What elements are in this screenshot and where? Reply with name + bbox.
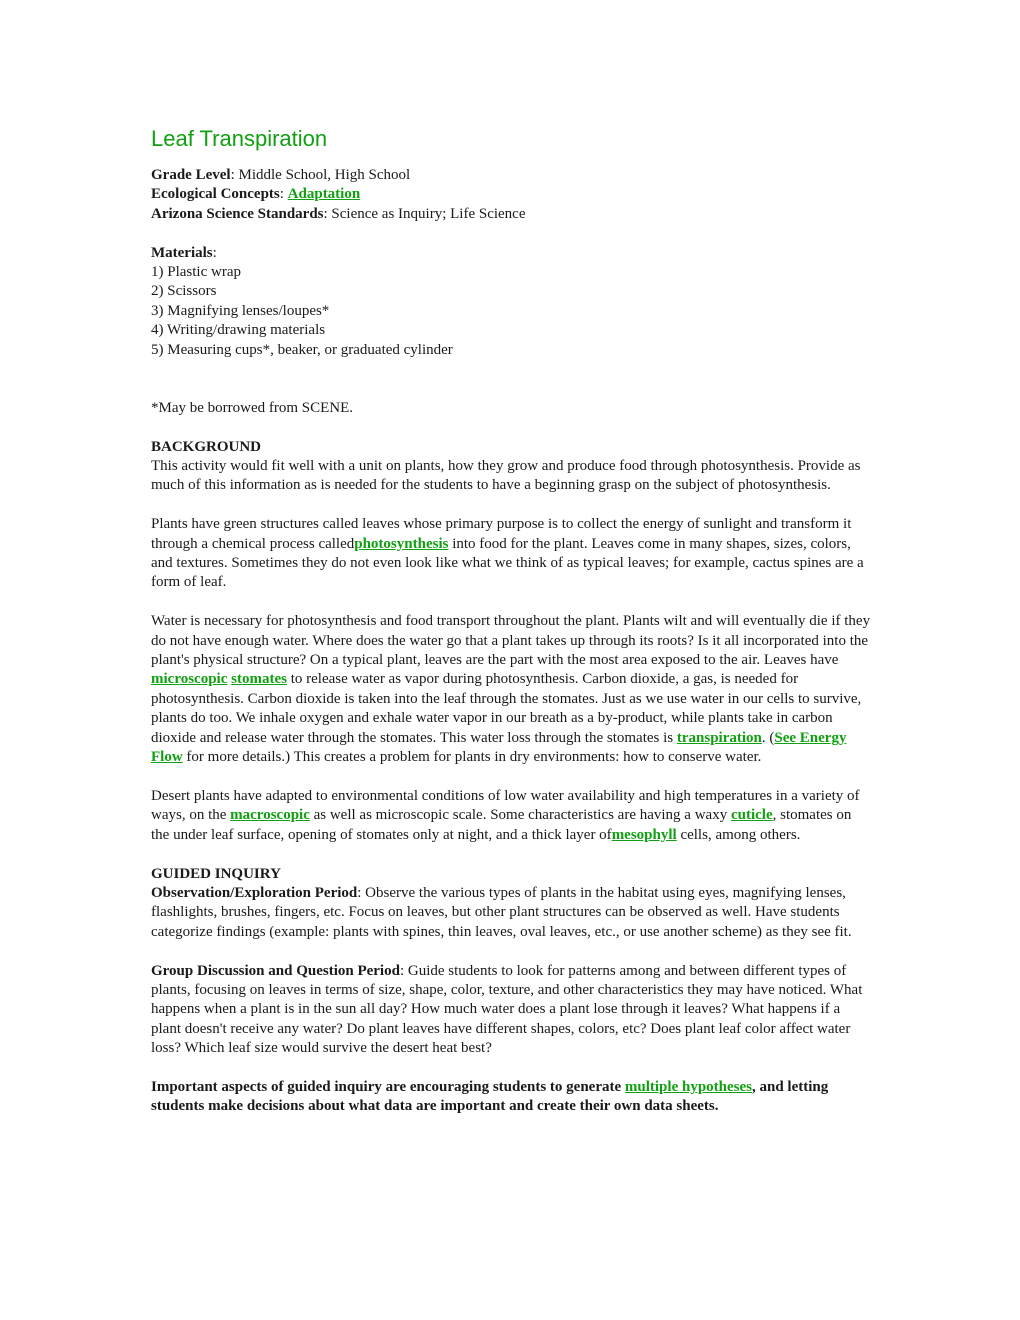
standards-value: : Science as Inquiry; Life Science xyxy=(323,205,526,222)
background-heading: BACKGROUND xyxy=(151,438,262,455)
standards-label: Arizona Science Standards xyxy=(151,205,324,222)
materials-item: 4) Writing/drawing materials xyxy=(151,322,326,339)
observation-label: Observation/Exploration Period xyxy=(151,884,358,901)
ecological-concepts-sep: : xyxy=(279,186,288,203)
materials-item: 5) Measuring cups*, beaker, or graduated cylinder xyxy=(151,341,453,358)
group-discussion-text: : Guide students to look for patterns among and between different types of plants, focusing on leaves in terms of size, shape, color, texture, and other characteristics they may have noticed. What happens when a plant is in the sun all day? How much water does a plant lose through it leaves? What happens if a plant doesn't receive any water? Do plant leaves have different shapes, colors, etc? Does plant leaf color affect water loss? Which leaf size would survive the desert heat best? xyxy=(151,962,863,1057)
materials-colon: : xyxy=(212,244,217,261)
p3-text-a: Water is necessary for photosynthesis and food transport throughout the plant. Plants wilt and will eventually die if they do not have enough water. Where does the water go that a plant takes up through its roots? Is it all incorporated into the plant's physical structure? On a typical plant, leaves are the part with the most area exposed to the air. Leaves have xyxy=(151,613,871,669)
p3-text-d: for more details.) This creates a problem for plants in dry environments: how to conserve water. xyxy=(182,749,762,766)
materials-block xyxy=(151,244,873,360)
p4-text-b: as well as microscopic scale. Some characteristics are having a waxy xyxy=(309,807,731,824)
adaptation-link[interactable]: Adaptation xyxy=(287,186,361,203)
background-paragraph-3 xyxy=(151,612,873,767)
energy-flow-link[interactable]: See Energy Flow xyxy=(151,729,847,766)
mesophyll-link[interactable]: mesophyll xyxy=(611,826,677,843)
p4-text-c: , stomates on the under leaf surface, opening of stomates only at night, and a thick layer of xyxy=(151,807,852,843)
page-title: Leaf Transpiration xyxy=(151,126,328,151)
cuticle-link[interactable]: cuticle xyxy=(730,807,773,824)
background-paragraph-2 xyxy=(151,515,873,593)
photosynthesis-link[interactable]: photosynthesis xyxy=(354,535,449,552)
macroscopic-link[interactable]: macroscopic xyxy=(230,807,310,824)
important-text-b: , and letting students make decisions about what data are important and create their own data sheets. xyxy=(151,1078,829,1115)
transpiration-link[interactable]: transpiration xyxy=(676,729,762,746)
guided-inquiry-heading: GUIDED INQUIRY xyxy=(151,865,281,882)
observation-text: : Observe the various types of plants in the habitat using eyes, magnifying lenses, flashlights, brushes, fingers, etc. Focus on leaves, but other plant structures can be observed as well. Have students categorize findings (example: plants with spines, thin leaves, oval leaves, etc., or use another scheme) as they see fit. xyxy=(151,884,852,940)
p2-text-a: Plants have green structures called leaves whose primary purpose is to collect the energy of sunlight and transform it through a chemical process called xyxy=(151,516,852,552)
standards-line xyxy=(151,205,873,224)
grade-level-line xyxy=(151,166,873,185)
important-aspects-paragraph xyxy=(151,1078,873,1117)
p2-text-b: into food for the plant. Leaves come in many shapes, sizes, colors, and textures. Sometimes they do not even look like what we think of as typical leaves; for example, cactus spines are a form of leaf. xyxy=(151,535,864,591)
important-text-a: Important aspects of guided inquiry are encouraging students to generate xyxy=(151,1078,625,1095)
meta-block xyxy=(151,166,873,224)
p3-text-b: to release water as vapor during photosynthesis. Carbon dioxide, a gas, is needed for photosynthesis. Carbon dioxide is taken into the leaf through the stomates. Just as we use water in our cells to survive, plants do too. We inhale oxygen and exhale water vapor in our breath as a by-product, while plants take in carbon dioxide and release water through the stomates. This water loss through the stomates is xyxy=(151,671,862,746)
materials-item: 3) Magnifying lenses/loupes* xyxy=(151,302,330,319)
group-discussion-paragraph xyxy=(151,962,873,1059)
document-page xyxy=(151,124,873,1117)
grade-level-value: : Middle School, High School xyxy=(230,167,411,183)
ecological-concepts-line xyxy=(151,185,873,204)
background-paragraph-4 xyxy=(151,787,873,845)
microscopic-link[interactable]: microscopic xyxy=(151,671,228,688)
materials-heading xyxy=(151,244,873,263)
p4-text-a: Desert plants have adapted to environmental conditions of low water availability and high temperatures in a variety of ways, on the xyxy=(151,787,860,824)
p3-text-c: . ( xyxy=(761,729,775,746)
stomates-link[interactable]: stomates xyxy=(231,671,287,688)
observation-paragraph xyxy=(151,884,873,942)
materials-footnote: *May be borrowed from SCENE. xyxy=(151,399,354,416)
materials-item: 1) Plastic wrap xyxy=(151,264,241,281)
materials-item: 2) Scissors xyxy=(151,283,217,300)
multiple-hypotheses-link[interactable]: multiple hypotheses xyxy=(624,1078,752,1095)
group-discussion-label: Group Discussion and Question Period xyxy=(151,962,400,979)
grade-level-label: Grade Level xyxy=(151,167,231,183)
ecological-concepts-label: Ecological Concepts xyxy=(151,186,280,203)
p4-text-d: cells, among others. xyxy=(676,826,801,843)
background-paragraph-1: This activity would fit well with a unit on plants, how they grow and produce food through photosynthesis. Provide as much of this information as is needed for the students to have a beginning grasp on the subject of photosynthesis. xyxy=(151,458,861,494)
materials-label: Materials xyxy=(151,244,213,261)
